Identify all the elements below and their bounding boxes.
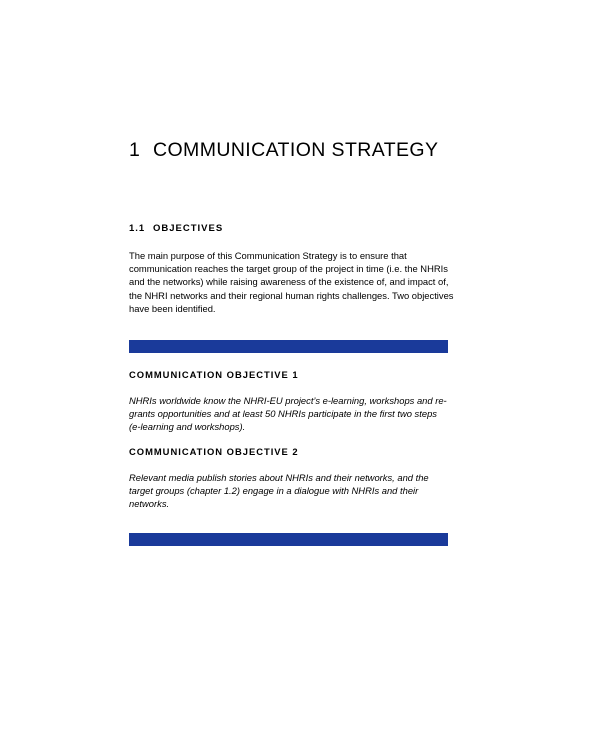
chapter-title-text: COMMUNICATION STRATEGY [153,139,439,161]
section-title-text: OBJECTIVES [153,223,224,234]
chapter-number: 1 [129,139,141,161]
accent-divider-bar [129,533,448,546]
objective-2-heading: COMMUNICATION OBJECTIVE 2 [129,446,299,457]
section-number: 1.1 [129,223,146,234]
objective-2-text: Relevant media publish stories about NHRIs and their networks, and the target groups (chapter 1.2) engage in a dialogue with NHRIs and their networks. [129,472,429,510]
intro-paragraph: The main purpose of this Communication Strategy is to ensure that communication reaches the target group of the project in time (i.e. the NHRIs and the networks) while raising awareness of the existence of, and impact of, the NHRI networks and their regional human rights challenges. Two objectives have been identified. [129,250,454,314]
section-heading [129,223,223,234]
objective-1-text: NHRIs worldwide know the NHRI-EU project’s e-learning, workshops and re-grants opportunities and at least 50 NHRIs participate in the first two steps (e-learning and workshops). [129,395,447,433]
accent-divider-bar [129,340,448,353]
objective-1-heading: COMMUNICATION OBJECTIVE 1 [129,369,299,380]
chapter-title [129,139,438,162]
